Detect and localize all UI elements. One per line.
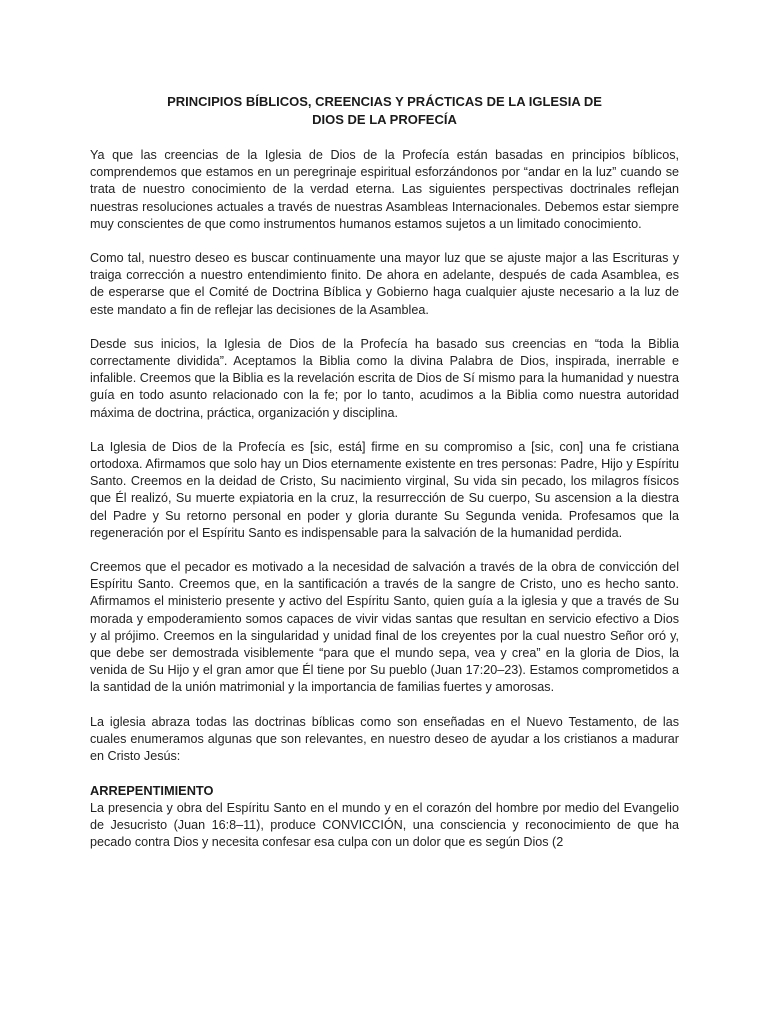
paragraph-greater-light: Como tal, nuestro deseo es buscar continuamente una mayor luz que se ajuste major a las Escrituras y traiga corrección a nuestro entendimiento finito. De ahora en adelante, después de cada Asamblea, es de esperarse que el Comité de Doctrina Bíblica y Gobierno haga cualquier ajuste necesario a la luz de este mandato a fin de reflejar las decisiones de la Asamblea. <box>90 251 679 317</box>
section-body: La presencia y obra del Espíritu Santo en el mundo y en el corazón del hombre por medio del Evangelio de Jesucristo (Juan 16:8–11), produce CONVICCIÓN, una consciencia y reconocimiento de que ha pecado contra Dios y necesita confesar esa culpa con un dolor que es según Dios (2 <box>90 800 679 849</box>
document-title-line-1: PRINCIPIOS BÍBLICOS, CREENCIAS Y PRÁCTICAS DE LA IGLESIA DE <box>167 94 602 109</box>
section-heading: ARREPENTIMIENTO <box>90 783 214 799</box>
document-title <box>90 93 679 129</box>
paragraph-doctrines-list-intro: La iglesia abraza todas las doctrinas bíblicas como son enseñadas en el Nuevo Testamento, de las cuales enumeramos algunas que son relevantes, en nuestro deseo de ayudar a los cristianos a madurar en Cristo Jesús: <box>90 714 679 764</box>
paragraph-bible-authority: Desde sus inicios, la Iglesia de Dios de la Profecía ha basado sus creencias en “toda la Biblia correctamente dividida”. Aceptamos la Biblia como la divina Palabra de Dios, inspirada, inerrable e infalible. Creemos que la Biblia es la revelación escrita de Dios de Sí mismo para la humanidad y nuestra guía en todo asunto relacionado con la fe; por lo tanto, acudimos a la Biblia como nuestra autoridad máxima de doctrina, práctica, organización y disciplina. <box>90 336 679 420</box>
paragraph-salvation: Creemos que el pecador es motivado a la necesidad de salvación a través de la obra de convicción del Espíritu Santo. Creemos que, en la santificación a través de la sangre de Cristo, uno es hecho santo. Afirmamos el ministerio presente y activo del Espíritu Santo, quien guía a la iglesia y que a través de Su morada y empoderamiento somos capaces de vivir vidas santas que resultan en servicio efectivo a Dios y al prójimo. Creemos en la singularidad y unidad final de los creyentes por la cual nuestro Señor oró y, que debe ser demostrada visiblemente “para que el mundo sepa, vea y crea” en la gloria de Dios, la venida de Su Hijo y el gran amor que Él tiene por Su pueblo (Juan 17:20–23). Estamos comprometidos a la santidad de la unión matrimonial y la importancia de familias fuertes y amorosas. <box>90 560 679 695</box>
document-title-line-2: DIOS DE LA PROFECÍA <box>312 112 457 127</box>
paragraph-orthodox-faith: La Iglesia de Dios de la Profecía es [sic, está] firme en su compromiso a [sic, con] una fe cristiana ortodoxa. Afirmamos que solo hay un Dios eternamente existente en tres personas: Padre, Hijo y Espíritu Santo. Creemos en la deidad de Cristo, Su nacimiento virginal, Su vida sin pecado, los milagros físicos que Él realizó, Su muerte expiatoria en la cruz, la resurrección de Su cuerpo, Su ascension a la diestra del Padre y Su retorno personal en poder y gloria durante Su Segunda venida. Profesamos que la regeneración por el Espíritu Santo es indispensable para la salvación de la humanidad perdida. <box>90 439 679 540</box>
section-repentance <box>90 782 679 851</box>
paragraph-intro: Ya que las creencias de la Iglesia de Dios de la Profecía están basadas en principios bíblicos, comprendemos que estamos en un peregrinaje espiritual esforzándonos por “andar en la luz” cuando se trata de nuestro conocimiento de la verdad eterna. Las siguientes perspectivas doctrinales reflejan nuestras resoluciones actuales a través de nuestras Asambleas Internacionales. Debemos estar siempre muy conscientes de que como instrumentos humanos estamos sujetos a un limitado conocimiento. <box>90 148 679 231</box>
